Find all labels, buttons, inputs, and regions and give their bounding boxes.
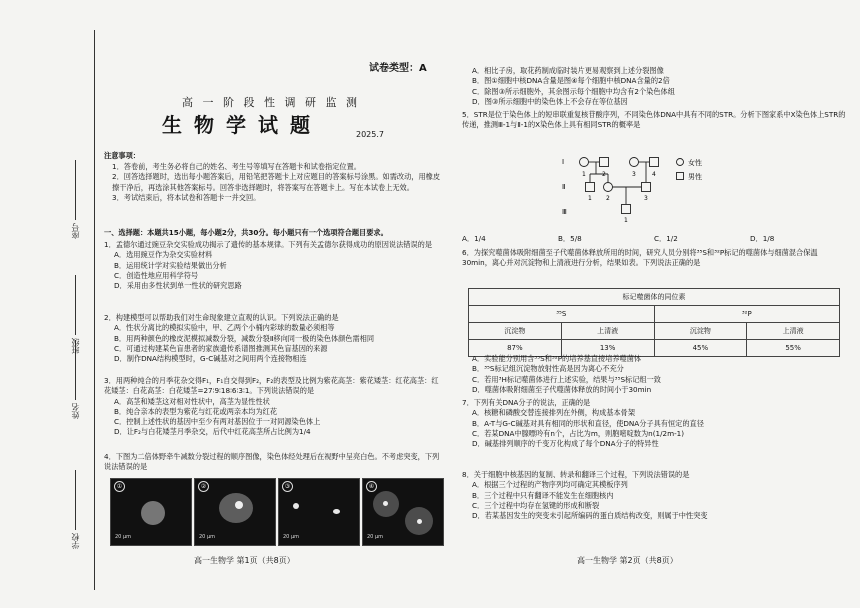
section-heading: 一、选择题：本题共15小题，每小题2分，共30分。每小题只有一个选项符合题目要求。 [104,228,388,237]
micrograph-number: ① [114,481,125,492]
option: C．1/2 [654,234,678,243]
option: D．若某基因发生的突变未引起所编码的蛋白质结构改变，则属于中性突变 [472,511,708,521]
pedigree-svg [462,150,846,230]
option: A．高茎和矮茎这对相对性状中，高茎为显性性状 [114,396,270,406]
binding-margin [0,0,96,608]
table-cell: 13% [561,340,654,357]
micrograph-number: ④ [366,481,377,492]
question-8 [462,470,846,521]
generation-label: Ⅲ [562,208,567,216]
option: D．让F₂与白花矮茎月季杂交，后代中红花高茎所占比例为1/4 [114,427,311,437]
option: A．相比子房，取花药制成临时装片更易观察到上述分裂图像 [472,66,664,75]
individual-number: 2 [602,171,606,178]
table-cell: 55% [747,340,840,357]
binding-line [94,30,95,590]
option: D．采用由多性状到单一性状的研究思路 [114,281,242,291]
option: D．图③所示细胞中的染色体上不会存在等位基因 [472,96,628,106]
question-3 [104,376,444,438]
option: C．控制上述性状的基因中至少有两对基因位于一对同源染色体上 [114,417,321,427]
table-col-header: 上清液 [561,323,654,340]
question-4-options [462,66,846,107]
option: A．1/4 [462,234,486,243]
notice-item: 1．答卷前，考生务必将自己的姓名、考生号等填写在答题卡和试卷指定位置。 [112,162,361,171]
option: C．三个过程中均存在氢键的形成和断裂 [472,500,600,510]
option: D．噬菌体吸附细菌至子代噬菌体释放的时间小于30min [472,384,652,394]
option: B．运用统计学对实验结果做出分析 [114,260,227,270]
option: A．性状分离比的模拟实验中，甲、乙两个小桶内彩球的数量必须相等 [114,323,335,333]
question-stem: 5．STR是位于染色体上的短串联重复核苷酸序列，不同染色体DNA中具有不同的STR。分析下图家系中X染色体上STR的传递，推测Ⅲ-1与Ⅱ-1的X染色体上具有相同STR的概率是 [462,110,846,130]
question-5 [462,110,846,131]
option: C．除图③所示细胞外，其余图示每个细胞中均含有2个染色体组 [472,86,675,96]
question-4 [104,452,444,473]
scale-bar: 20 μm [199,533,216,540]
generation-label: Ⅱ [562,183,566,191]
individual-number: 1 [582,171,586,178]
legend-male: 男性 [688,173,702,181]
page-footer: 高一生物学 第1页（共8页） [194,556,295,565]
option: B．图①细胞中核DNA含量是图④每个细胞中核DNA含量的2倍 [472,76,670,86]
micrograph-4 [362,478,444,546]
option: A．选用豌豆作为杂交实验材料 [114,250,213,260]
notice-items [112,162,444,203]
table-isotope: ³⁵S [469,306,655,323]
option: A．实验能分别用含³⁵S和³²P的培养基直接培养噬菌体 [472,354,642,363]
class-field: 班级 [70,275,81,354]
question-2 [104,313,444,364]
results-table [468,288,840,357]
question-stem: 1．孟德尔通过豌豆杂交实验成功揭示了遗传的基本规律。下列有关孟德尔获得成功的原因说法错误的是 [104,240,433,249]
question-stem: 7．下列有关DNA分子的说法，正确的是 [462,398,591,407]
question-stem: 6．为探究噬菌体吸附细菌至子代噬菌体释放所用的时间，研究人员分别将³⁵S和³²P标记的噬菌体与细菌混合保温30min，离心并对沉淀物和上清液进行分析，结果如表。下列说法正确的是 [462,248,818,268]
individual-number: 1 [588,195,592,202]
micrograph-1 [110,478,192,546]
notice-heading: 注意事项： [104,151,140,160]
table-cell: 45% [654,340,747,357]
option: D．1/8 [750,234,775,243]
question-stem: 3．用两种纯合的月季花杂交得F₁，F₁自交得到F₂，F₂的表型及比例为紫花高茎：紫花矮茎：红花高茎：红花矮茎：白花高茎：白花矮茎=27∶9∶18∶6∶3∶1。下列说法错误的是 [104,376,439,396]
scale-bar: 20 μm [283,533,300,540]
individual-number: 3 [644,195,648,202]
option: B．³⁵S标记组沉淀物放射性高是因为离心不充分 [472,364,624,374]
table-isotope: ³²P [654,306,840,323]
page-footer: 高一生物学 第2页（共8页） [577,556,678,565]
individual-number: 1 [624,217,628,224]
scale-bar: 20 μm [115,533,132,540]
table-col-header: 上清液 [747,323,840,340]
table-col-header: 沉淀物 [654,323,747,340]
option: B．三个过程中只有翻译不能发生在细胞核内 [472,490,614,500]
seat-field: 座号 [70,160,81,239]
notice-item: 2．回答选择题时，选出每小题答案后，用铅笔把答题卡上对应题目的答案标号涂黑。如需改动，用橡皮擦干净后，再选涂其他答案标号。回答非选择题时，将答案写在答题卡上。写在本试卷上无效。 [112,172,441,192]
option: D．碱基排列顺序的千变万化构成了每个DNA分子的特异性 [472,439,659,449]
micrograph-3 [278,478,360,546]
question-stem: 4．下图为二倍体野牵牛减数分裂过程的顺序图像，染色体经处理后在视野中呈亮白色。不考虑突变，下列说法错误的是 [104,452,440,472]
pedigree-chart [462,150,846,230]
exam-title: 生物学试题 [162,113,322,137]
question-7 [462,398,846,449]
question-6-options [462,354,846,395]
name-field: 姓名 [70,340,81,419]
question-stem: 2．构建模型可以帮助我们对生命现象建立直观的认识。下列说法正确的是 [104,313,339,322]
option: B．5/8 [558,234,582,243]
question-6 [462,248,846,269]
generation-label: Ⅰ [562,158,565,166]
micrograph-number: ③ [282,481,293,492]
table-cell: 87% [469,340,562,357]
question-stem: 8．关于细胞中核基因的复制、转录和翻译三个过程，下列说法错误的是 [462,470,690,479]
question-1 [104,240,444,291]
table-col-header: 沉淀物 [469,323,562,340]
option: B．纯合亲本的表型为紫花与红花或两亲本均为红花 [114,406,278,416]
table-title: 标记噬菌体的同位素 [469,289,840,306]
exam-type: 试卷类型：A [369,63,427,74]
option: B．A-T与G-C碱基对具有相同的形状和直径，使DNA分子具有恒定的直径 [472,418,704,428]
notice-item: 3．考试结束后，将本试卷和答题卡一并交回。 [112,192,261,202]
micrograph-number: ② [198,481,209,492]
scale-bar: 20 μm [367,533,384,540]
individual-number: 4 [652,171,656,178]
individual-number: 3 [632,171,636,178]
option: C．若用³H标记噬菌体进行上述实验，结果与³⁵S标记组一致 [472,374,661,384]
option: C．创造性地应用科学符号 [114,270,199,280]
option: B．用两种颜色的橡皮泥模拟减数分裂，减数分裂Ⅱ移向同一极的染色体颜色需相同 [114,333,375,343]
micrograph-2 [194,478,276,546]
option: A．根据三个过程的产物序列均可确定其模板序列 [472,480,628,490]
question-5-options [462,234,846,244]
school-field: 学校 [70,470,81,549]
option: A．核糖和磷酸交替连接排列在外侧，构成基本骨架 [472,408,636,418]
option: C．若某DNA中腺嘌呤有n个，占比为m，则胞嘧啶数为n(1/2m-1) [472,428,685,438]
exam-date: 2025.7 [356,130,384,139]
option: D．制作DNA结构模型时，G-C碱基对之间用两个连接物相连 [114,354,307,364]
option: C．可通过构建某色盲患者的家族遗传系谱图推测其色盲基因的来源 [114,343,328,353]
individual-number: 2 [606,195,610,202]
legend-female: 女性 [688,159,702,167]
exam-subtitle: 高 一 阶 段 性 调 研 监 测 [182,96,360,109]
